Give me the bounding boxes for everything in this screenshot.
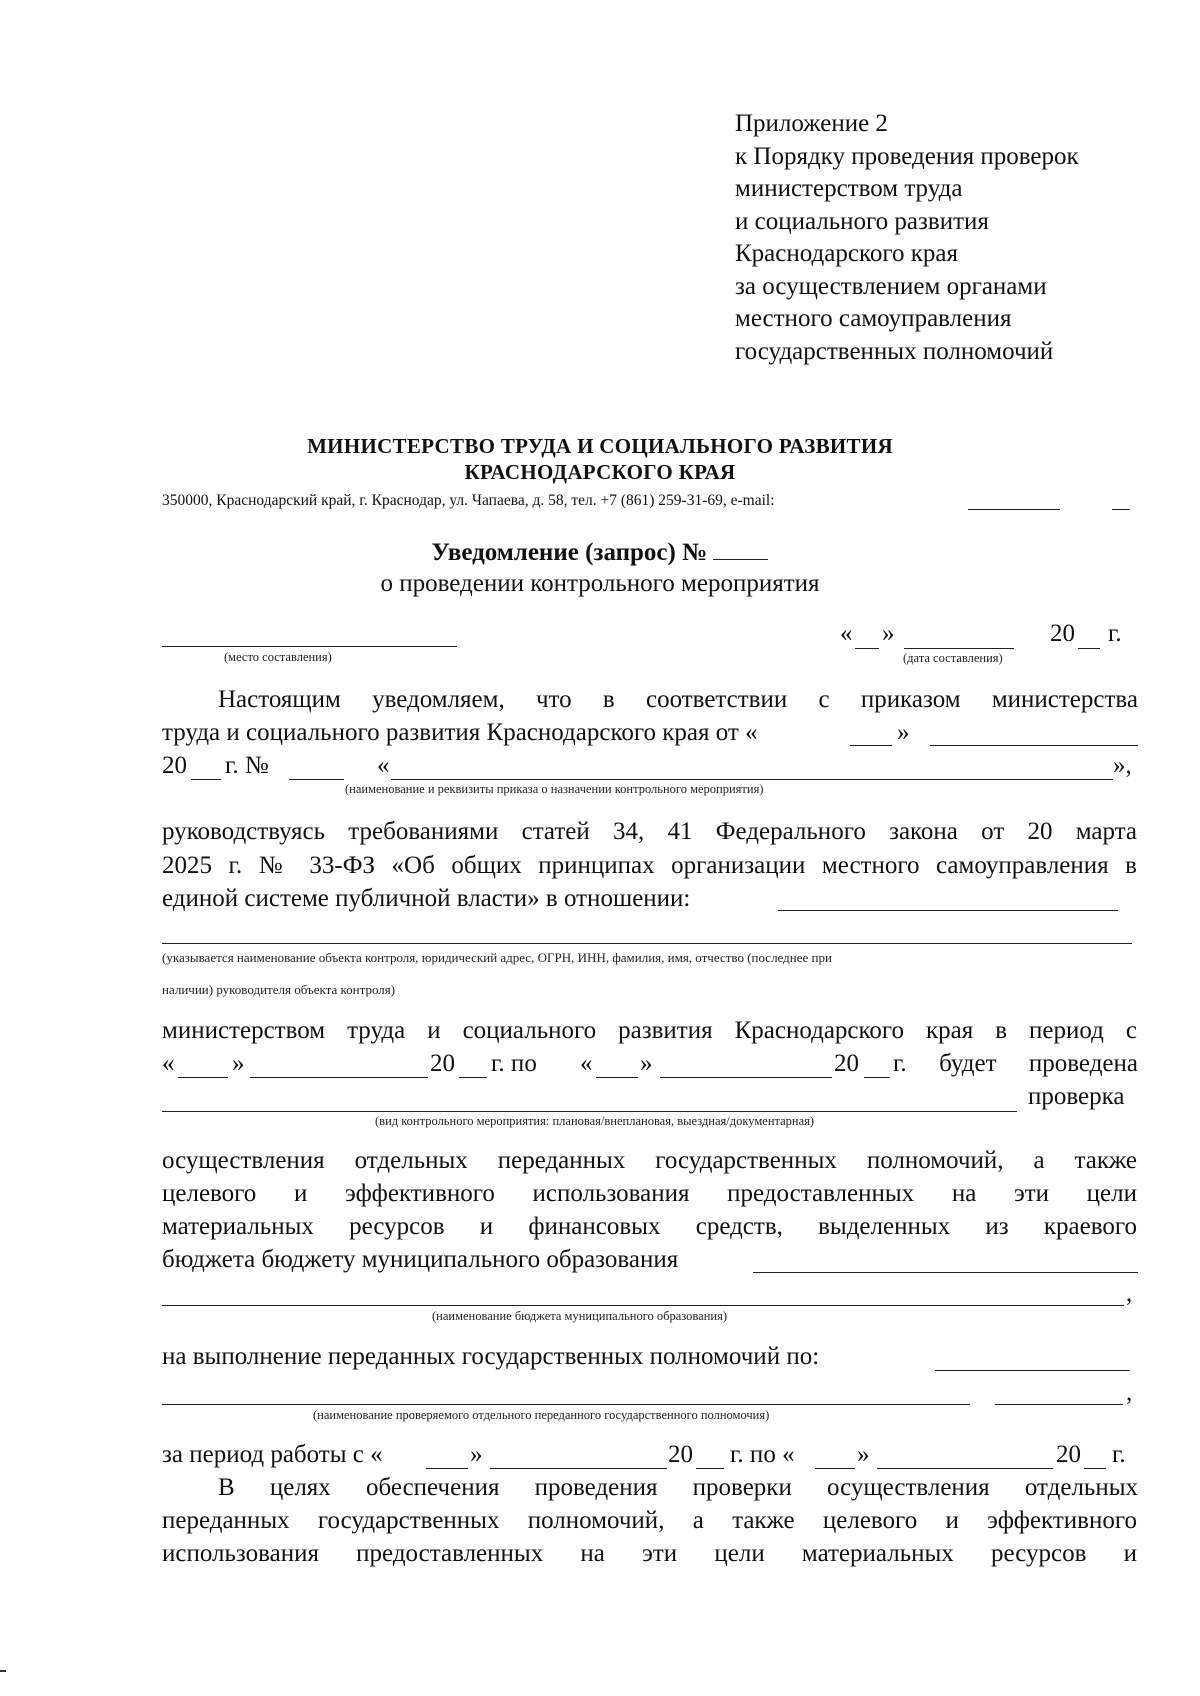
powers-blank[interactable]: [935, 1370, 1130, 1371]
object-caption-line2: наличии) руководителя объекта контроля): [162, 982, 396, 997]
order-name-blank[interactable]: [391, 779, 1113, 780]
period-to-day-blank[interactable]: [596, 1077, 638, 1078]
work-to-day-blank[interactable]: [815, 1468, 855, 1469]
period-from-month-blank[interactable]: [250, 1077, 428, 1078]
budget-caption: (наименование бюджета муниципального образования): [432, 1309, 727, 1323]
para1-quote-open: «: [377, 752, 390, 779]
notice-title-text: Уведомление (запрос) №: [431, 539, 708, 566]
para3-line1: министерством труда и социального развития Краснодарского края в период с: [162, 1017, 1137, 1044]
period-from-year-blank[interactable]: [459, 1077, 487, 1078]
period-to-quote-close: »: [640, 1050, 653, 1077]
work-to-month-blank[interactable]: [877, 1468, 1053, 1469]
para1-year: 20: [162, 752, 187, 779]
appendix-line: к Порядку проведения проверок: [735, 142, 1079, 170]
date-year-suffix: г.: [1108, 620, 1122, 647]
place-blank-line[interactable]: [162, 646, 457, 647]
period-from-day-blank[interactable]: [178, 1077, 228, 1078]
appendix-block: [735, 108, 1079, 368]
para1-line2: труда и социального развития Краснодарского края от «: [162, 719, 758, 746]
date-quote-close: »: [882, 620, 895, 647]
powers-comma: ,: [1126, 1379, 1133, 1406]
para6-line3: использования предоставленных на эти цели материальных ресурсов и: [162, 1540, 1137, 1567]
powers-blank-line2[interactable]: [162, 1404, 970, 1405]
para4-line1: осуществления отдельных переданных государственных полномочий, а также: [162, 1147, 1137, 1174]
work-to-year-blank[interactable]: [1084, 1468, 1106, 1469]
appendix-line: местного самоуправления: [735, 305, 1012, 332]
para1-line1: Настоящим уведомляем, что в соответствии с приказом министерства: [218, 686, 1138, 713]
para1-number-label: г. №: [225, 752, 269, 779]
period-to-month-blank[interactable]: [660, 1077, 832, 1078]
ministry-name-line2: КРАСНОДАРСКОГО КРАЯ: [464, 460, 736, 484]
power-caption: (наименование проверяемого отдельного переданного государственного полномочия): [313, 1408, 770, 1422]
para2-line2: 2025 г. № 33-ФЗ «Об общих принципах организации местного самоуправления в: [162, 852, 1137, 879]
municipality-blank[interactable]: [753, 1272, 1138, 1273]
para4-line4: бюджета бюджету муниципального образования: [162, 1246, 679, 1273]
appendix-line: Краснодарского края: [735, 240, 958, 267]
place-caption: (место составления): [224, 650, 332, 664]
para6-line1: В целях обеспечения проведения проверки осуществления отдельных: [218, 1474, 1138, 1501]
work-to-quote-close: »: [857, 1441, 870, 1468]
page-edge-mark: [0, 1670, 6, 1672]
control-object-blank-line2[interactable]: [162, 943, 1132, 944]
proverka-word: проверка: [1028, 1083, 1125, 1110]
date-day-blank[interactable]: [855, 648, 879, 649]
notice-number-blank[interactable]: [713, 537, 768, 560]
email-blank-line[interactable]: [968, 509, 1060, 510]
appendix-line: за осуществлением органами: [735, 272, 1047, 300]
ministry-name-line1: МИНИСТЕРСТВО ТРУДА И СОЦИАЛЬНОГО РАЗВИТИЯ: [307, 434, 893, 458]
work-from-year: 20: [668, 1441, 693, 1468]
appendix-line: государственных полномочий: [735, 337, 1054, 365]
period-g-budet: г. будет проведена: [893, 1050, 1138, 1077]
order-day-blank[interactable]: [850, 745, 892, 746]
date-year-blank[interactable]: [1078, 648, 1100, 649]
kind-caption: (вид контрольного мероприятия: плановая/внеплановая, выездная/документарная): [375, 1114, 815, 1128]
work-from-month-blank[interactable]: [490, 1468, 667, 1469]
period-to-year-blank[interactable]: [864, 1077, 890, 1078]
order-number-blank[interactable]: [289, 779, 344, 780]
work-to-year: 20: [1056, 1441, 1081, 1468]
period-to-quote-open: «: [580, 1050, 593, 1077]
period-from-quote-close: »: [232, 1050, 245, 1077]
order-year-blank[interactable]: [191, 779, 221, 780]
para2-line1: руководствуясь требованиями статей 34, 41 Федерального закона от 20 марта: [162, 818, 1137, 845]
ministry-address: 350000, Краснодарский край, г. Краснодар, ул. Чапаева, д. 58, тел. +7 (861) 259-31-69, e-mail:: [162, 492, 775, 509]
date-quote-open: «: [840, 620, 853, 647]
period-from-quote-open: «: [162, 1050, 175, 1077]
period-from-year: 20: [430, 1050, 455, 1077]
notice-subtitle: о проведении контрольного мероприятия: [380, 570, 820, 597]
appendix-line: министерством труда: [735, 175, 963, 202]
budget-comma: ,: [1126, 1280, 1133, 1307]
date-month-blank[interactable]: [904, 648, 1014, 649]
email-blank-line-tail[interactable]: [1112, 509, 1130, 510]
date-caption: (дата составления): [903, 651, 1003, 665]
para5-line1: на выполнение переданных государственных полномочий по:: [162, 1343, 820, 1370]
order-caption: (наименование и реквизиты приказа о назначении контрольного мероприятия): [345, 782, 764, 796]
para4-line2: целевого и эффективного использования предоставленных на эти цели: [162, 1180, 1137, 1207]
order-month-blank[interactable]: [930, 745, 1138, 746]
para4-line3: материальных ресурсов и финансовых средств, выделенных из краевого: [162, 1213, 1137, 1240]
para2-line3: единой системе публичной власти» в отношении:: [162, 885, 691, 912]
work-from-day-blank[interactable]: [426, 1468, 468, 1469]
municipal-budget-blank[interactable]: [162, 1305, 1124, 1306]
control-object-blank[interactable]: [778, 910, 1118, 911]
period-g-po: г. по: [491, 1050, 537, 1077]
work-from-quote-close: »: [470, 1441, 483, 1468]
control-kind-blank[interactable]: [162, 1111, 1017, 1112]
date-year-prefix: 20: [1050, 620, 1075, 647]
work-from-year-blank[interactable]: [696, 1468, 724, 1469]
notice-title: [0, 537, 1200, 567]
object-caption-line1: (указывается наименование объекта контроля, юридический адрес, ОГРН, ИНН, фамилия, имя, отчество (последнее при: [162, 950, 832, 965]
para1-quote-close: »,: [1113, 752, 1132, 779]
para6-line2: переданных государственных полномочий, а также целевого и эффективного: [162, 1507, 1137, 1534]
para1-line2-close: »: [897, 719, 910, 746]
appendix-line: Приложение 2: [735, 110, 888, 137]
work-g-end: г.: [1112, 1441, 1126, 1468]
appendix-line: и социального развития: [735, 207, 989, 235]
work-g-po: г. по «: [730, 1441, 795, 1468]
period-to-year: 20: [834, 1050, 859, 1077]
work-period-prefix: за период работы с «: [162, 1441, 383, 1468]
powers-blank-line2-tail[interactable]: [995, 1404, 1123, 1405]
